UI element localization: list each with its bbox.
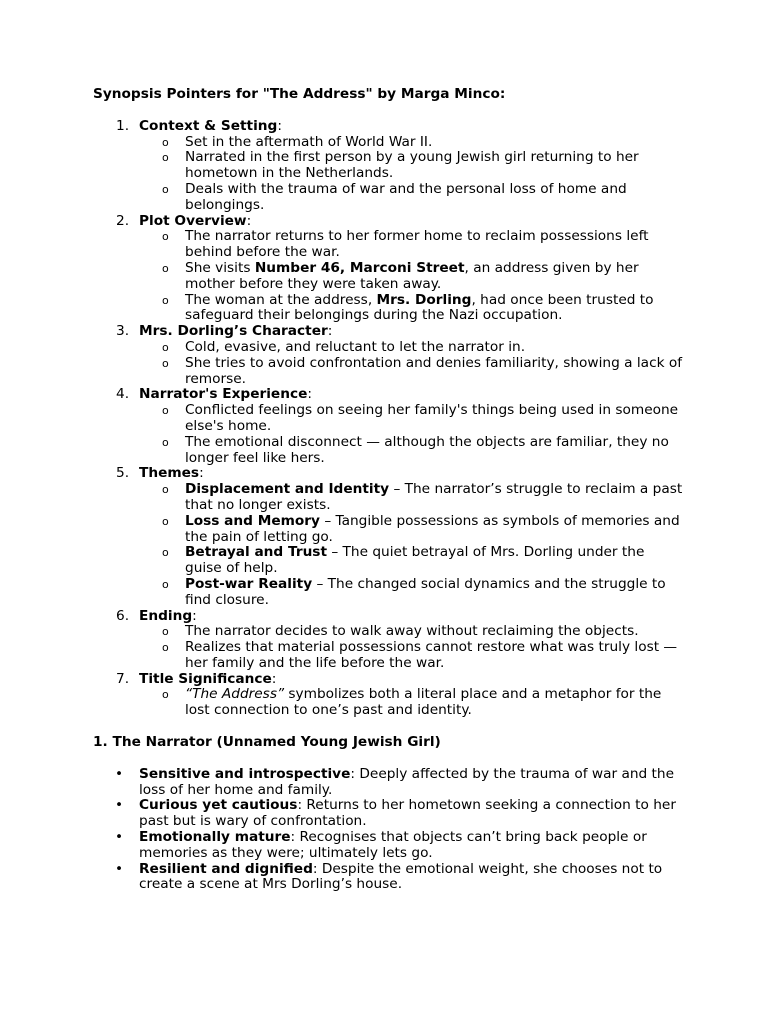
synopsis-section [93,119,683,214]
section-number: 4. [116,386,130,403]
item-text: Deals with the trauma of war and the personal loss of home and belongings. [185,180,627,213]
synopsis-section [93,214,683,325]
sub-bullet-marker: o [162,404,169,418]
bullet-marker: • [115,765,124,782]
section-heading-colon: : [271,670,277,687]
section-sub-list [139,229,683,324]
item-text: The emotional disconnect — although the objects are familiar, they no longer feel like hers. [185,433,669,466]
item-text-after: , had once been trusted to safeguard their belongings during the Nazi occupation. [185,291,654,324]
sub-bullet-marker: o [162,641,169,655]
section-sub-list [139,482,683,608]
section-heading: Mrs. Dorling’s Character [139,323,328,340]
item-bold-text: Mrs. Dorling [376,291,472,308]
item-text: She visits [185,259,255,276]
sub-list-item [139,435,683,467]
trait-description: : Despite the emotional weight, she chooses not to create a scene at Mrs Dorling’s house. [139,860,663,893]
section-sub-list [139,135,683,214]
sub-bullet-marker: o [162,135,169,149]
section-heading-colon: : [192,607,197,624]
synopsis-section [93,324,683,387]
sub-list-item [139,150,683,182]
synopsis-section [93,387,683,466]
item-text-after: – The quiet betrayal of Mrs. Dorling under the guise of help. [185,544,645,577]
synopsis-section [93,466,683,608]
item-bold-text: Betrayal and Trust [185,544,327,561]
item-text: Conflicted feelings on seeing her family's things being used in someone else's home. [185,402,679,434]
sub-bullet-marker: o [162,293,169,307]
trait-name: Sensitive and introspective [139,765,351,782]
trait-item [93,767,683,799]
section-number: 3. [116,323,130,340]
section-number: 6. [116,607,130,624]
item-bold-text: Loss and Memory [185,512,320,529]
sub-list-item [139,135,683,151]
item-text: Cold, evasive, and reluctant to let the narrator in. [185,338,526,355]
section-sub-list [139,340,683,387]
sub-bullet-marker: o [162,483,169,497]
trait-description: : Recognises that objects can’t bring back people or memories as they were; ultimately lets go. [139,829,647,861]
sub-list-item [139,624,683,640]
sub-list-item [139,403,683,435]
sub-bullet-marker: o [162,182,169,196]
trait-description: : Deeply affected by the trauma of war and the loss of her home and family. [139,765,675,798]
sub-bullet-marker: o [162,356,169,370]
narrator-section-heading: 1. The Narrator (Unnamed Young Jewish Girl) [93,734,441,751]
sub-bullet-marker: o [162,688,169,702]
section-heading: Plot Overview [139,212,247,229]
section-heading-colon: : [246,212,252,229]
item-text: Set in the aftermath of World War II. [185,133,433,150]
trait-name: Emotionally mature [139,829,291,846]
item-text-after: – Tangible possessions as symbols of memories and the pain of letting go. [185,512,680,545]
narrator-traits-list [93,767,683,893]
sub-bullet-marker: o [162,514,169,528]
trait-item [93,798,683,830]
sub-list-item [139,640,683,672]
sub-list-item [139,545,683,577]
item-text-after: – The narrator’s struggle to reclaim a past that no longer exists. [185,481,683,513]
trait-item [93,830,683,862]
sub-list-item [139,261,683,293]
bullet-marker: • [115,829,124,846]
synopsis-list [93,119,683,719]
bullet-marker: • [115,860,124,877]
sub-bullet-marker: o [162,546,169,560]
item-bold-text: Displacement and Identity [185,481,390,498]
section-heading-colon: : [307,386,312,403]
section-number: 1. [116,117,130,134]
section-heading: Ending [139,607,193,624]
section-heading: Context & Setting [139,117,278,134]
item-text-after: – The changed social dynamics and the struggle to find closure. [185,575,666,608]
section-heading-colon: : [327,323,333,340]
sub-list-item [139,340,683,356]
sub-bullet-marker: o [162,340,169,354]
sub-list-item [139,482,683,514]
sub-list-item [139,229,683,261]
item-bold-text: Number 46, Marconi Street [254,259,465,276]
item-text: The woman at the address, [185,291,377,308]
trait-name: Curious yet cautious [139,797,298,814]
item-bold-text: Post-war Reality [185,575,313,592]
trait-name: Resilient and dignified [139,860,313,877]
sub-bullet-marker: o [162,261,169,275]
section-sub-list [139,403,683,466]
section-sub-list [139,624,683,671]
trait-description: : Returns to her hometown seeking a connection to her past but is wary of confrontation. [139,797,676,830]
sub-list-item [139,687,683,719]
sub-list-item [139,182,683,214]
sub-list-item [139,577,683,609]
synopsis-section [93,672,683,719]
trait-item [93,862,683,894]
item-text-after: , an address given by her mother before they were taken away. [185,259,639,292]
sub-bullet-marker: o [162,577,169,591]
item-text: She tries to avoid confrontation and denies familiarity, showing a lack of remorse. [185,354,683,387]
section-heading: Title Significance [139,670,272,687]
section-number: 5. [116,465,130,482]
section-heading: Narrator's Experience [139,386,308,403]
bullet-marker: • [115,797,124,814]
synopsis-section [93,609,683,672]
document-content [93,87,683,893]
section-number: 7. [116,670,130,687]
sub-list-item [139,514,683,546]
section-heading-colon: : [277,117,282,134]
item-italic-text: “The Address” [185,686,285,703]
sub-bullet-marker: o [162,435,169,449]
sub-bullet-marker: o [162,625,169,639]
sub-list-item [139,293,683,325]
sub-bullet-marker: o [162,151,169,165]
item-text: Realizes that material possessions cannot restore what was truly lost — her family and the life before the war. [185,639,678,671]
sub-list-item [139,356,683,388]
document-title: Synopsis Pointers for "The Address" by Marga Minco: [93,86,506,102]
section-heading-colon: : [199,465,204,482]
section-sub-list [139,687,683,719]
item-text-after: symbolizes both a literal place and a metaphor for the lost connection to one’s past and identity. [185,686,662,719]
item-text: The narrator returns to her former home to reclaim possessions left behind before the war. [185,228,649,261]
item-text: Narrated in the first person by a young Jewish girl returning to her hometown in the Netherlands. [185,149,639,182]
section-number: 2. [116,212,130,229]
sub-bullet-marker: o [162,230,169,244]
item-text: The narrator decides to walk away without reclaiming the objects. [185,623,639,640]
section-heading: Themes [139,465,200,482]
